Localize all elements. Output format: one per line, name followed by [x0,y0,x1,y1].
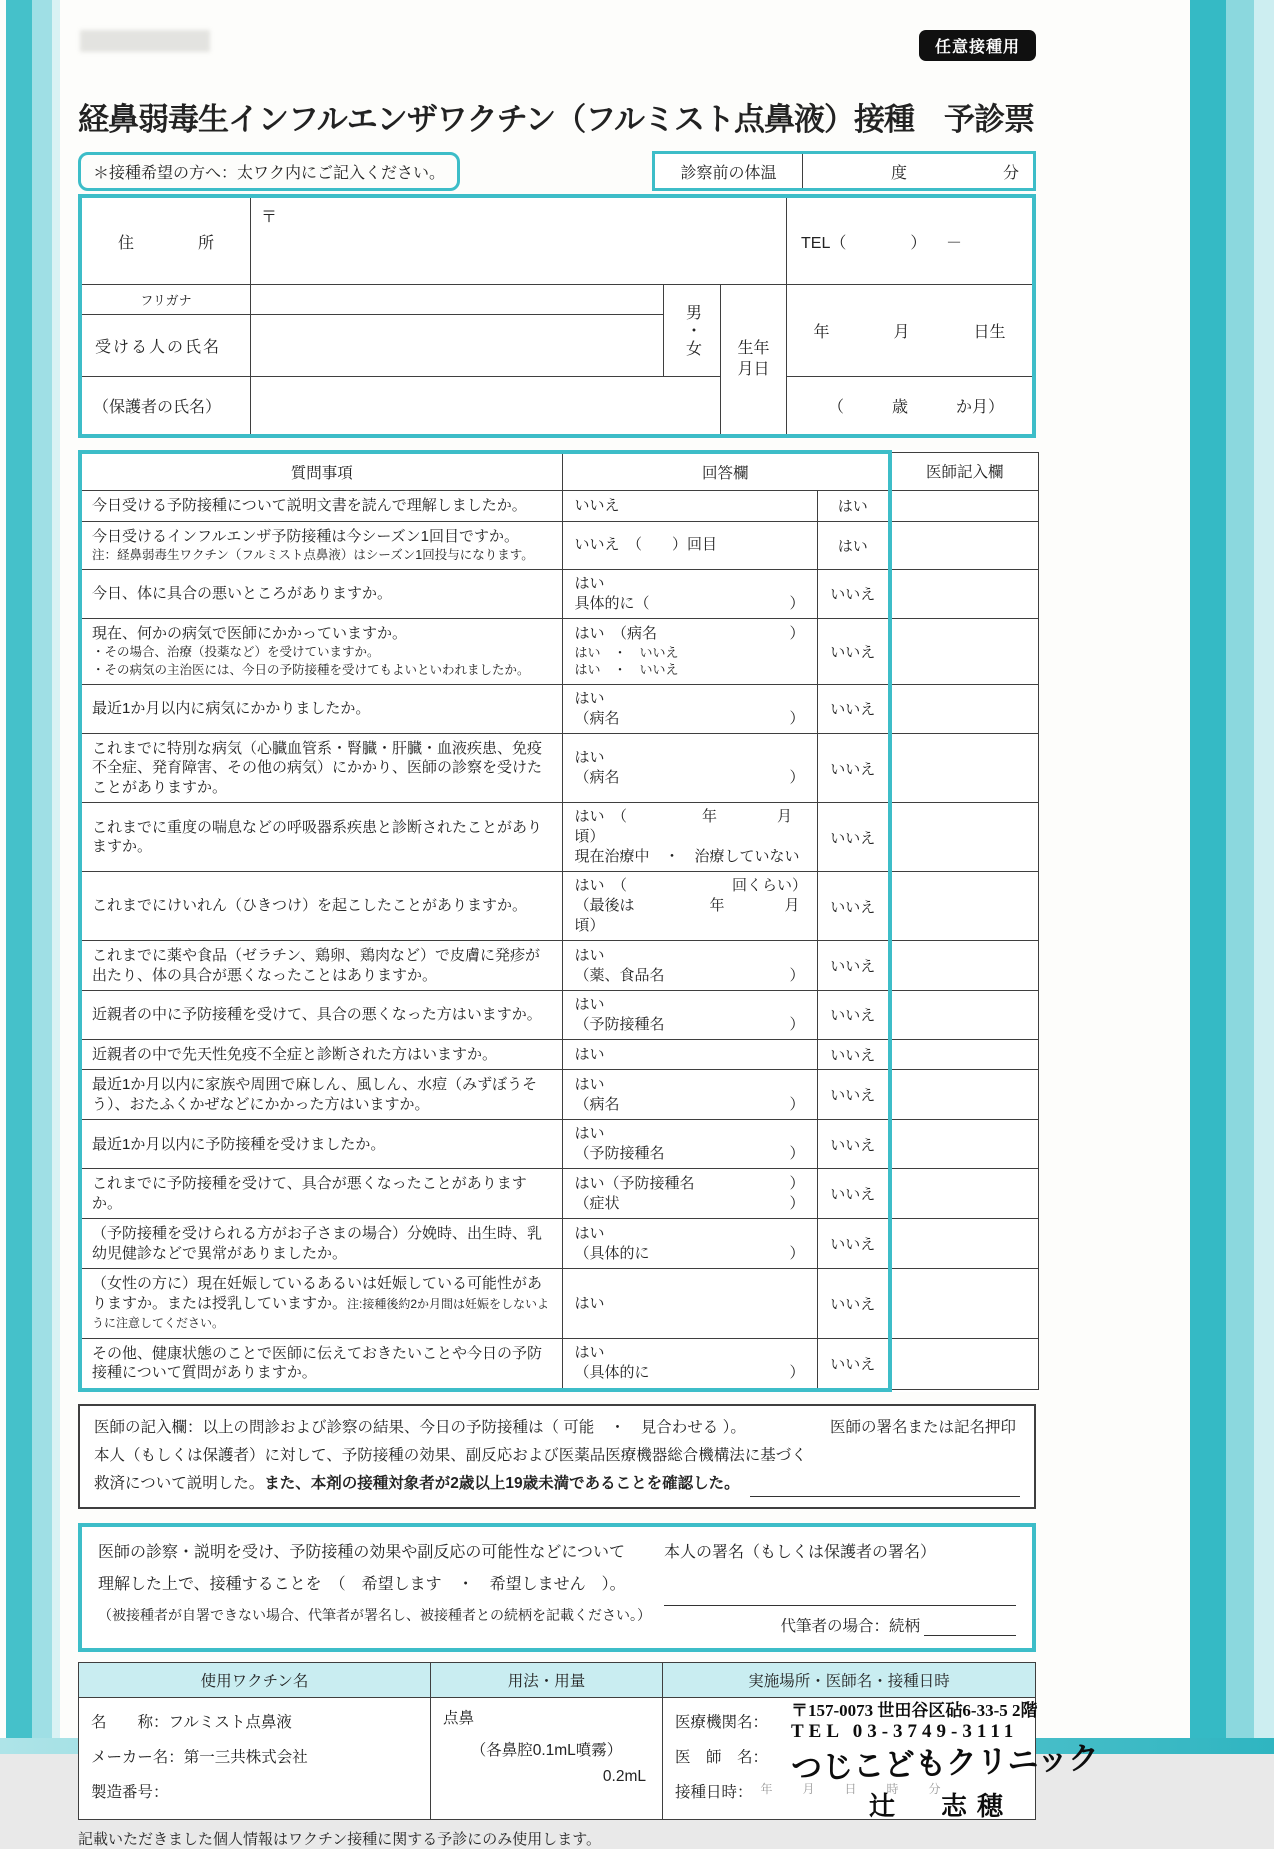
consent-section [78,1523,1036,1652]
answer-cell: はい （ 年 月頃） 現在治療中 ・ 治療していない [562,803,817,872]
doctor-notes-cell [890,872,1038,941]
question-row [80,521,1038,569]
answer-alt-cell: いいえ [817,618,890,684]
doctor-notes-cell [890,1219,1038,1269]
age-field: （ 歳 か月） [786,376,1032,434]
doctor-notes-cell [890,941,1038,991]
vaccination-datetime-label: 接種日時： [675,1784,753,1802]
answer-alt-cell: はい [817,521,890,569]
question-text-cell: 今日受けるインフルエンザ予防接種は今シーズン1回目ですか。 注：経鼻弱毒生ワクチン（フルミスト点鼻液）はシーズン1回投与になります。 [80,521,562,569]
question-sub-note: ・その場合、治療（投薬など）を受けていますか。 [92,645,380,660]
answer-alt-cell: いいえ [817,1039,890,1070]
self-signature-line [664,1562,1016,1606]
question-row [80,733,1038,803]
usage-dose-cell [431,1698,663,1820]
doctor-entry-section [78,1404,1036,1510]
doctor-notes-cell [890,569,1038,618]
temperature-label: 診察前の体温 [655,154,803,188]
doctor-notes-cell [890,733,1038,803]
tel-field [786,198,1032,284]
questions-column-header: 質問事項 [80,452,562,491]
question-text-cell: 近親者の中に予防接種を受けて、具合の悪くなった方はいますか。 [80,991,562,1040]
answer-alt-cell: いいえ [817,872,890,941]
sex-field: 男・女 [663,284,720,376]
clinic-stamp-tel: TEL 03-3749-3111 [791,1721,1019,1743]
personal-info-grid [78,194,1036,438]
birthdate-label: 生年 月日 [720,284,786,434]
question-sub-note: 注：経鼻弱毒生ワクチン（フルミスト点鼻液）はシーズン1回投与になります。 [92,548,534,562]
doctor-name-label: 医 師 名： [675,1749,769,1767]
doctor-signature-line [750,1476,1020,1498]
question-text-cell: 最近1か月以内に病気にかかりましたか。 [80,685,562,734]
question-text-cell: （予防接種を受けられる方がお子さまの場合）分娩時、出生時、乳幼児健診などで異常がありましたか。 [80,1219,562,1269]
answers-column-header: 回答欄 [562,452,890,491]
answer-cell: はい 具体的に（ ） [562,569,817,618]
question-row [80,569,1038,618]
clinic-stamp-address: 〒157-0073 世田谷区砧6-33-5 2階 [791,1701,1038,1721]
question-text-cell: その他、健康状態のことで医師に伝えておきたいことや今日の予防接種について質問がありますか。 [80,1338,562,1390]
doctor-notes-cell [890,803,1038,872]
vaccine-name-value: フルミスト点鼻液 [168,1714,292,1732]
question-row [80,1219,1038,1269]
question-text-cell: これまでにけいれん（ひきつけ）を起こしたことがありますか。 [80,872,562,941]
recipient-name-label: 受ける人の氏名 [82,314,250,376]
vaccine-name-label: 名 称： [91,1714,169,1732]
maker-label: メーカー名： [91,1749,184,1767]
doctor-notes-cell [890,991,1038,1040]
facility-cell [663,1698,1100,1822]
answer-cell: はい（予防接種名 ） （症状 ） [562,1169,817,1219]
doctor-notes-cell [890,1169,1038,1219]
doctor-notes-cell [890,1039,1038,1070]
doctor-notes-cell [890,618,1038,684]
vaccine-record-table [78,1662,1100,1822]
answer-cell: はい [562,1269,817,1339]
page-edge-stripe [52,0,60,1754]
doctor-age-confirmation-line: また、本剤の接種対象者が2歳以上19歳未満であることを確認した。 [264,1474,740,1492]
guardian-name-label: （保護者の氏名） [82,376,250,434]
doctor-notes-cell [890,1269,1038,1339]
proxy-relation-label: 代筆者の場合：続柄 [780,1618,920,1636]
doctor-notes-cell [890,521,1038,569]
answer-alt-cell: いいえ [817,685,890,734]
answer-alt-cell: いいえ [817,569,890,618]
question-row [80,1338,1038,1390]
answer-alt-cell: いいえ [817,1219,890,1269]
self-signature-label: 本人の署名（もしくは保護者の署名） [664,1544,937,1562]
answer-cell: はい （病名 ） はい ・ いいえ はい ・ いいえ [562,618,817,684]
question-text-cell: これまでに重度の喘息などの呼吸器系疾患と診断されたことがありますか。 [80,803,562,872]
vaccine-name-header: 使用ワクチン名 [79,1663,431,1698]
privacy-footer: 記載いただきました個人情報はワクチン接種に関する予診にのみ使用します。 [78,1831,602,1849]
answer-alt-cell: いいえ [817,1269,890,1339]
usage-spray-note: （各鼻腔0.1mL噴霧） [470,1742,623,1760]
question-rows [80,491,1038,1390]
question-row [80,941,1038,991]
question-text-cell: 今日、体に具合の悪いところがありますか。 [80,569,562,618]
question-text-cell: 現在、何かの病気で医師にかかっていますか。 ・その場合、治療（投薬など）を受けていますか。 ・その病気の主治医には、今日の予防接種を受けてもよいといわれましたか。 [80,618,562,684]
answer-alt-cell: いいえ [817,733,890,803]
doctor-notes-cell [890,1070,1038,1120]
degrees-unit-label: 度 [890,164,907,182]
consent-proxy-note: （被接種者が自署できない場合、代筆者が署名し、被接種者との続柄を記載ください。） [98,1607,651,1624]
question-table [78,450,1039,1392]
page-edge-stripe [1226,0,1254,1754]
answer-cell: はい （具体的に ） [562,1338,817,1390]
question-sub-note: ・その病気の主治医には、今日の予防接種を受けてもよいといわれましたか。 [92,663,530,678]
page-edge-stripe [32,0,52,1754]
note-temperature-row [78,151,1036,191]
answer-alt-cell: いいえ [817,941,890,991]
pre-exam-temperature-box [652,151,1036,191]
question-row [80,618,1038,684]
question-row [80,872,1038,941]
answer-alt-cell: いいえ [817,1070,890,1120]
question-text-cell: 近親者の中で先天性免疫不全症と診断された方はいますか。 [80,1039,562,1070]
answer-alt-cell: いいえ [817,803,890,872]
answer-cell: はい （予防接種名 ） [562,1120,817,1169]
answer-cell: はい （病名 ） [562,685,817,734]
question-text-cell: 最近1か月以内に家族や周囲で麻しん、風しん、水痘（みずぼうそう）、おたふくかぜなどにかかった方はいますか。 [80,1070,562,1120]
voluntary-vaccination-badge: 任意接種用 [919,30,1036,61]
address-field: 〒 [250,198,786,284]
datetime-hint: 年 月 日 時 分 [760,1782,943,1797]
lot-number-label: 製造番号： [91,1784,169,1802]
proxy-relation-line [924,1618,1016,1637]
minutes-unit-label: 分 [1002,164,1019,182]
doctor-notes-cell [890,491,1038,522]
doctor-notes-cell [890,685,1038,734]
tel-dash: － [945,234,962,252]
tel-label: TEL（ ） [801,234,927,252]
question-row [80,1070,1038,1120]
doctor-stamp-name: 辻 志穂 [869,1792,1014,1822]
doctor-column-header: 医師記入欄 [890,452,1038,491]
address-label: 住 所 [117,234,214,252]
question-text-cell: 最近1か月以内に予防接種を受けましたか。 [80,1120,562,1169]
question-text-cell: 今日受ける予防接種について説明文書を読んで理解しましたか。 [80,491,562,522]
guardian-name-field [250,376,720,434]
question-row [80,491,1038,522]
doctor-result-line: 医師の記入欄：以上の問診および診察の結果、今日の予防接種は（ 可能 ・ 見合わせる ）。 [94,1418,746,1436]
question-text-cell: これまでに予防接種を受けて、具合が悪くなったことがありますか。 [80,1169,562,1219]
answer-cell: はい （予防接種名 ） [562,991,817,1040]
answer-alt-cell: いいえ [817,1120,890,1169]
clinic-stamp-name: つじこどもクリニック [790,1740,1100,1787]
page-edge-stripe [6,0,32,1754]
answer-cell: はい （ 回くらい） （最後は 年 月頃） [562,872,817,941]
answer-cell: いいえ （ ）回目 [562,521,817,569]
question-text-cell: これまでに特別な病気（心臓血管系・腎臓・肝臓・血液疾患、免疫不全症、発育障害、その他の病気）にかかり、医師の診察を受けたことがありますか。 [80,733,562,803]
question-inline-note: 注:接種後約2か月間は妊娠をしないように注意してください。 [92,1296,550,1331]
answer-cell: はい [562,1039,817,1070]
answer-alt-cell: はい [817,491,890,522]
question-row [80,1120,1038,1169]
doctor-notes-cell [890,1338,1038,1390]
answer-cell: はい （薬、食品名 ） [562,941,817,991]
answer-cell: はい （病名 ） [562,1070,817,1120]
question-table-header [80,452,1038,491]
fill-in-note-box: ＊接種希望の方へ：太ワク内にご記入ください。 [78,152,460,191]
doctor-explanation-line: 本人（もしくは保護者）に対して、予防接種の効果、副反応および医薬品医療機器総合機構法に基づく [94,1446,807,1464]
page-edge-stripe [1190,0,1226,1754]
recipient-name-field [250,314,663,376]
question-row [80,685,1038,734]
usage-dose-value: 0.2mL [602,1768,646,1786]
doctor-notes-cell [890,1120,1038,1169]
facility-name-label: 医療機関名： [675,1714,769,1732]
consent-line-2: 理解した上で、接種することを （ 希望します ・ 希望しません ）。 [98,1576,626,1594]
question-row [80,991,1038,1040]
maker-value: 第一三共株式会社 [183,1749,308,1767]
answer-cell: はい （病名 ） [562,733,817,803]
answer-cell: はい （具体的に ） [562,1219,817,1269]
question-row [80,803,1038,872]
question-text-cell: （女性の方に）現在妊娠しているあるいは妊娠している可能性がありますか。または授乳していますか。注:接種後約2か月間は妊娠をしないように注意してください。 [80,1269,562,1339]
form-content [78,0,1100,1849]
question-row [80,1169,1038,1219]
usage-route: 点鼻 [443,1710,475,1728]
scan-smudge [80,30,210,52]
birthdate-field: 年 月 日生 [786,284,1032,376]
answer-cell: いいえ [562,491,817,522]
furigana-label: フリガナ [82,284,250,314]
answer-alt-cell: いいえ [817,1169,890,1219]
form-title: 経鼻弱毒生インフルエンザワクチン（フルミスト点鼻液）接種 予診票 [78,102,1034,137]
question-row [80,1269,1038,1339]
furigana-field [250,284,663,314]
temperature-value-field [803,154,1033,188]
question-text-cell: これまでに薬や食品（ゼラチン、鶏卵、鶏肉など）で皮膚に発疹が出たり、体の具合が悪くなったことはありますか。 [80,941,562,991]
doctor-relief-line: 救済について説明した。 [94,1474,265,1492]
consent-line-1: 医師の診察・説明を受け、予防接種の効果や副反応の可能性などについて [98,1544,626,1562]
usage-dose-header: 用法・用量 [431,1663,663,1698]
answer-alt-cell: いいえ [817,1338,890,1390]
doctor-signature-label: 医師の署名または記名押印 [829,1418,1016,1436]
vaccine-name-cell [79,1698,431,1820]
answer-alt-cell: いいえ [817,991,890,1040]
clinic-stamp [790,1696,1100,1823]
place-doctor-date-header: 実施場所・医師名・接種日時 [663,1663,1036,1698]
page-edge-stripe [1254,0,1274,1754]
question-row [80,1039,1038,1070]
